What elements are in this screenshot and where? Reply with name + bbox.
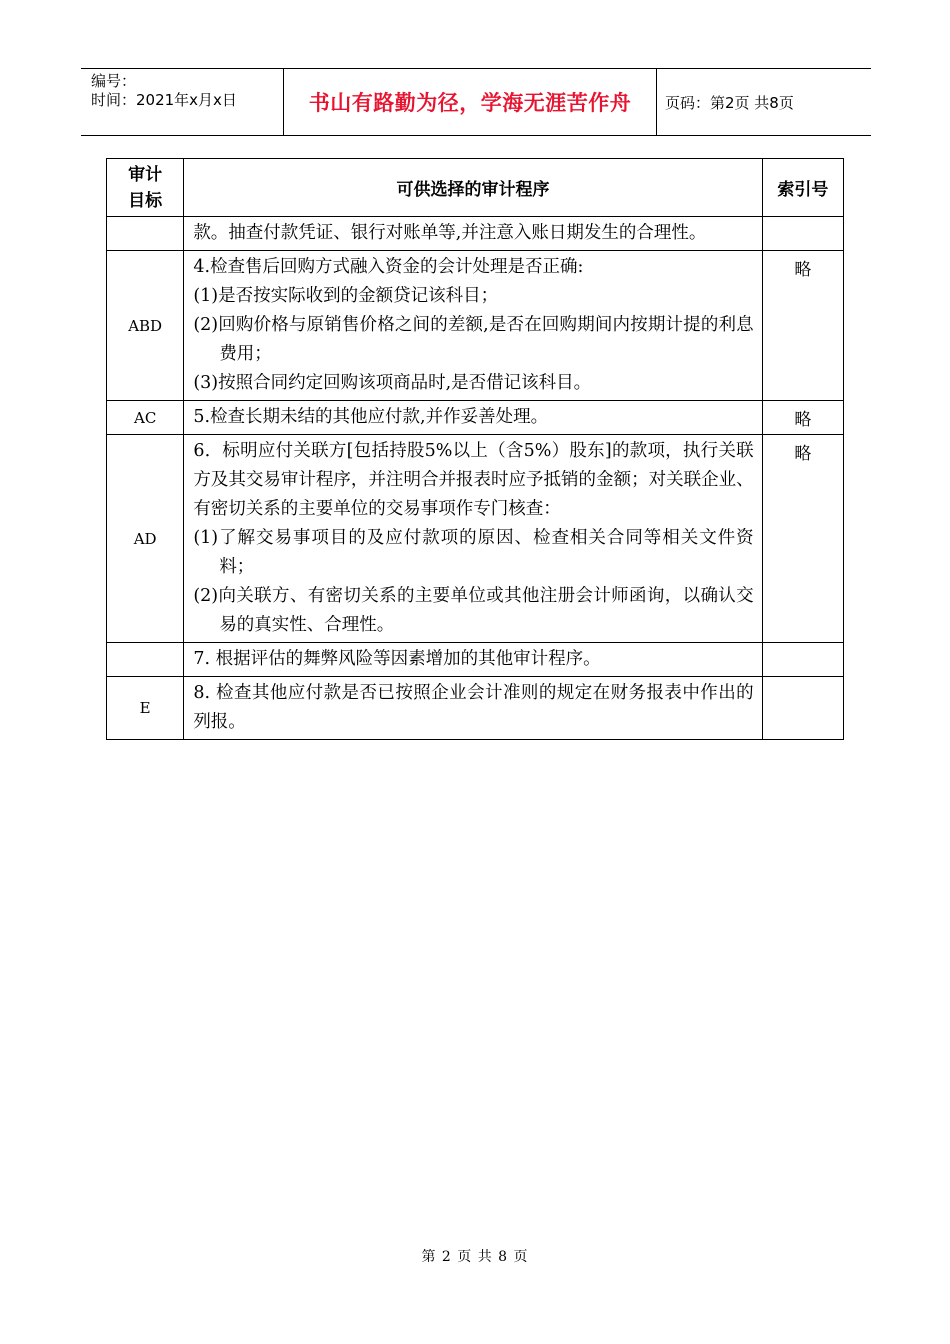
audit-procedure-table [106,158,844,740]
row-goal: E [107,677,184,740]
row-goal [107,643,184,677]
procedure-line: 8. 检查其他应付款是否已按照企业会计准则的规定在财务报表中作出的列报。 [193,683,754,732]
table-row [107,677,844,740]
page-footer: 第 2 页 共 8 页 [421,1249,529,1265]
procedure-line: 7. 根据评估的舞弊风险等因素增加的其他审计程序。 [193,649,601,669]
table-row [107,401,844,435]
row-procedure [184,435,762,643]
procedure-subitem: (2)回购价格与原销售价格之间的差额,是否在回购期间内按期计提的利息费用； [193,315,754,364]
doc-time-label: 时间：2021年x月x日 [91,91,237,109]
header-goal-text: 审计目标 [128,164,163,211]
header-index: 索引号 [762,159,843,217]
header-page-info: 页码：第2页 共8页 [665,93,794,112]
doc-number-label: 编号： [91,72,137,90]
page-header [81,68,871,136]
header-procedure: 可供选择的审计程序 [184,159,762,217]
row-procedure [184,677,762,740]
procedure-line: 5.检查长期未结的其他应付款,并作妥善处理。 [193,407,549,427]
row-procedure [184,643,762,677]
procedure-subitem: (1)是否按实际收到的金额贷记该科目； [193,286,499,306]
table-row [107,251,844,401]
row-index [762,677,843,740]
procedure-subitem: (2)向关联方、有密切关系的主要单位或其他注册会计师函询，以确认交易的真实性、合理性。 [193,586,754,635]
row-procedure [184,217,762,251]
row-index: 略 [762,251,843,401]
row-goal [107,217,184,251]
row-procedure [184,251,762,401]
row-goal: AC [107,401,184,435]
table-row [107,435,844,643]
procedure-subitem: (1)了解交易事项目的及应付款项的原因、检查相关合同等相关文件资料； [193,528,754,577]
row-index [762,217,843,251]
table-header-row [107,159,844,217]
procedure-line: 款。抽查付款凭证、银行对账单等,并注意入账日期发生的合理性。 [193,223,707,243]
header-meta [81,69,284,135]
row-goal: ABD [107,251,184,401]
header-goal [107,159,184,217]
table-row [107,643,844,677]
row-index: 略 [762,435,843,643]
row-goal: AD [107,435,184,643]
procedure-line: 4.检查售后回购方式融入资金的会计处理是否正确: [193,257,584,277]
procedure-subitem: (3)按照合同约定回购该项商品时,是否借记该科目。 [193,373,592,393]
row-procedure [184,401,762,435]
procedure-line: 6．标明应付关联方[包括持股5%以上（含5%）股东]的款项，执行关联方及其交易审计程序，并注明合并报表时应予抵销的金额；对关联企业、有密切关系的主要单位的交易事项作专门核查： [193,441,754,519]
table-row [107,217,844,251]
row-index [762,643,843,677]
header-motto: 书山有路勤为径，学海无涯苦作舟 [284,69,657,135]
row-index: 略 [762,401,843,435]
